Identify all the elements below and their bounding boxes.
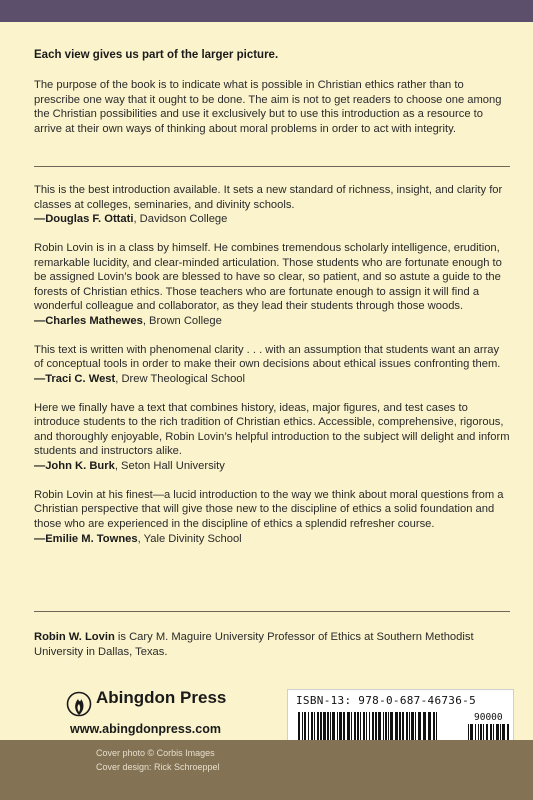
endorsement — [34, 488, 510, 546]
endorsement — [34, 343, 510, 387]
isbn-number: ISBN-13: 978-0-687-46736-5 — [296, 694, 476, 707]
author-name: Robin W. Lovin — [34, 631, 115, 643]
divider-bottom — [34, 611, 510, 612]
intro-section — [34, 48, 510, 136]
endorsement-text: This is the best introduction available. It sets a new standard of richness, insight, and clarity for classes at colleges, seminaries, and divinity schools. — [34, 184, 503, 211]
publisher-url[interactable]: www.abingdonpress.com — [70, 722, 221, 736]
endorser-affiliation: , Davidson College — [133, 213, 228, 226]
endorsement-text: Robin Lovin is in a class by himself. He combines tremendous scholarly intelligence, erudition, remarkable lucidity, and clear-minded articulation. Those students who are fortunate enough to be assigned Lovin’s book are blessed to have so clear, so patient, and so astute a guide to the forests of Christian ethics. Those teachers who are fortunate enough to assign it will find a wonderful colleague and collaborator, as they lead their students through those woods. — [34, 241, 502, 313]
endorser-name: —Charles Mathewes — [34, 314, 143, 327]
endorser-affiliation: , Yale Divinity School — [137, 532, 242, 545]
endorsements — [34, 183, 510, 560]
endorsement-text: Here we finally have a text that combines history, ideas, major figures, and test cases to introduce students to the rich tradition of Christian ethics. Accessible, comprehensive, rigorous, and thoroughly enjoyable, Robin Lovin’s helpful introduction to the subject will delight and inform students and instructors alike. — [34, 401, 510, 458]
endorsement-text: This text is written with phenomenal clarity . . . with an assumption that students want an array of conceptual tools in order to make their own decisions about ethical issues confronting them. — [34, 343, 501, 371]
endorser-name: —Douglas F. Ottati — [34, 213, 134, 226]
author-bio — [34, 630, 510, 659]
top-color-band — [0, 0, 533, 22]
endorser-affiliation: , Brown College — [142, 314, 222, 327]
endorser-name: —Emilie M. Townes — [34, 532, 138, 545]
abingdon-flame-logo-icon — [66, 688, 92, 720]
endorsement — [34, 241, 510, 329]
endorsement-text: Robin Lovin at his finest—a lucid introduction to the way we think about moral questions from a Christian perspective that will give those new to the discipline of ethics a solid foundation and those who are experienced in the discipline of ethics a splendid refresher course. — [34, 488, 504, 531]
endorsement-attribution — [34, 532, 510, 547]
author-bio-text: is Cary M. Maguire University Professor of Ethics at Southern Methodist University in Dallas, Texas. — [34, 631, 474, 658]
endorsement-attribution — [34, 372, 510, 387]
endorser-name: —Traci C. West — [34, 372, 116, 385]
intro-body: The purpose of the book is to indicate what is possible in Christian ethics rather than to prescribe one way that it ought to be done. The aim is not to get readers to choose one among the Christian possibilities and use it exclusively but to use this introduction as a resource to arrive at their own ways of thinking about moral problems in order to act with integrity. — [34, 79, 502, 135]
endorsement-attribution — [34, 314, 510, 329]
cover-design-credit: Cover design: Rick Schroeppel — [96, 762, 220, 772]
endorsement — [34, 401, 510, 474]
intro-lead: Each view gives us part of the larger picture. — [34, 49, 279, 61]
endorsement-attribution — [34, 459, 510, 474]
endorser-affiliation: , Seton Hall University — [114, 460, 225, 473]
endorser-name: —John K. Burk — [34, 460, 115, 473]
divider-top — [34, 166, 510, 167]
endorsement-attribution — [34, 212, 510, 227]
cover-photo-credit: Cover photo © Corbis Images — [96, 748, 215, 758]
publisher-name: Abingdon Press — [96, 688, 227, 707]
price-code: 90000 — [474, 712, 503, 723]
endorser-affiliation: , Drew Theological School — [115, 372, 246, 385]
publisher-block — [66, 688, 286, 738]
footer-band — [0, 740, 533, 800]
cover-credits — [96, 746, 220, 774]
endorsement — [34, 183, 510, 227]
